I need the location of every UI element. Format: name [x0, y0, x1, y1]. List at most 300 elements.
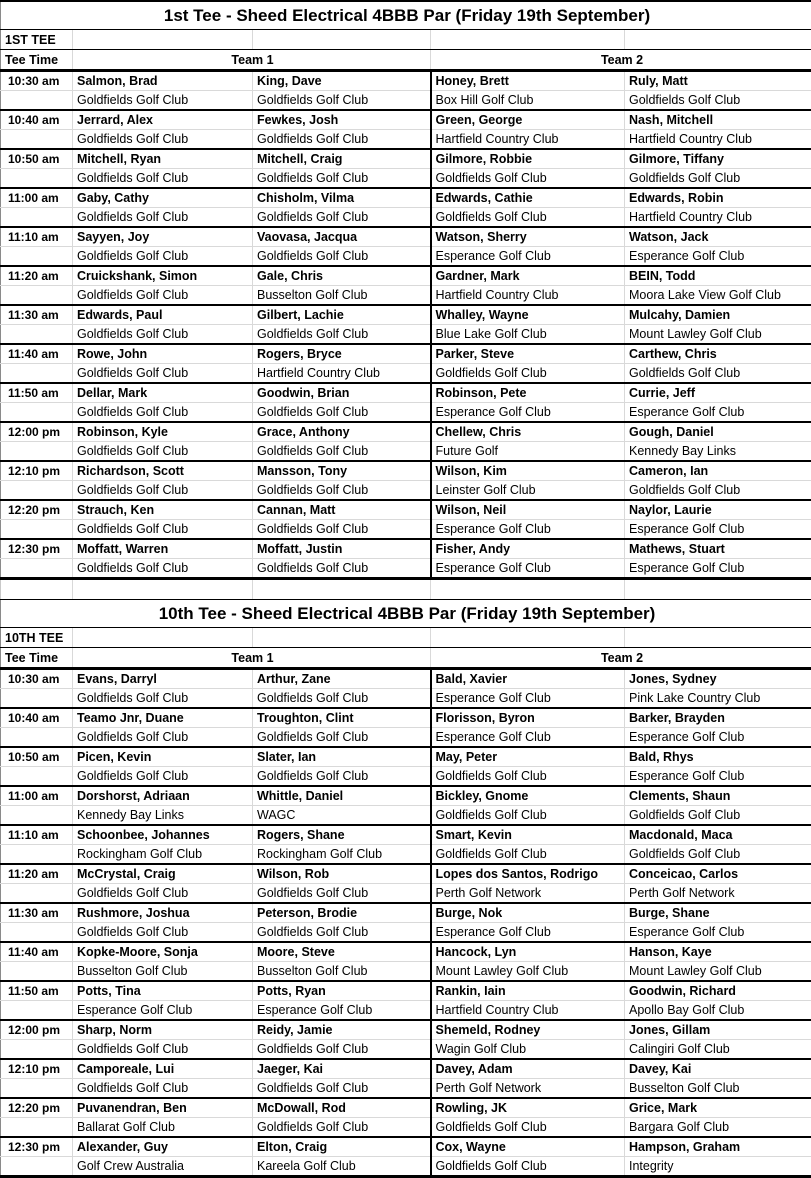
player-name-cell: Barker, Brayden	[625, 708, 811, 728]
tenth-tee-table	[0, 599, 811, 1178]
empty-time-cell	[1, 520, 73, 540]
club-cell: Esperance Golf Club	[625, 520, 811, 540]
club-cell: Esperance Golf Club	[73, 1001, 253, 1021]
spacer-row	[0, 580, 811, 599]
club-cell: Rockingham Golf Club	[73, 845, 253, 865]
player-name-cell: Robinson, Kyle	[73, 422, 253, 442]
club-cell: Goldfields Golf Club	[73, 442, 253, 462]
club-cell: Goldfields Golf Club	[253, 403, 431, 423]
player-name-cell: Elton, Craig	[253, 1137, 431, 1157]
empty-time-cell	[1, 247, 73, 267]
tee-group-clubs-row	[1, 91, 811, 111]
tee-group-names-row	[1, 461, 811, 481]
player-name-cell: Currie, Jeff	[625, 383, 811, 403]
tee-group-clubs-row	[1, 520, 811, 540]
tee-group-clubs-row	[1, 1040, 811, 1060]
tee-time-cell: 12:30 pm	[1, 1137, 73, 1157]
player-name-cell: Rogers, Bryce	[253, 344, 431, 364]
tee-group-names-row	[1, 149, 811, 169]
club-cell: Esperance Golf Club	[625, 559, 811, 579]
tee-time-cell: 12:10 pm	[1, 1059, 73, 1079]
club-cell: Perth Golf Network	[431, 884, 625, 904]
tee-group-names-row	[1, 1137, 811, 1157]
tee-group-names-row	[1, 188, 811, 208]
player-name-cell: Burge, Nok	[431, 903, 625, 923]
club-cell: Goldfields Golf Club	[253, 728, 431, 748]
player-name-cell: Smart, Kevin	[431, 825, 625, 845]
tee-group-names-row	[1, 383, 811, 403]
player-name-cell: Fisher, Andy	[431, 539, 625, 559]
tee-group-names-row	[1, 1059, 811, 1079]
club-cell: Goldfields Golf Club	[625, 91, 811, 111]
player-name-cell: McCrystal, Craig	[73, 864, 253, 884]
club-cell: Goldfields Golf Club	[73, 91, 253, 111]
tee-group-names-row	[1, 747, 811, 767]
empty-time-cell	[1, 481, 73, 501]
player-name-cell: Nash, Mitchell	[625, 110, 811, 130]
club-cell: Pink Lake Country Club	[625, 689, 811, 709]
player-name-cell: Shemeld, Rodney	[431, 1020, 625, 1040]
club-cell: Goldfields Golf Club	[253, 520, 431, 540]
club-cell: WAGC	[253, 806, 431, 826]
player-name-cell: Strauch, Ken	[73, 500, 253, 520]
empty-cell	[625, 30, 811, 50]
first-tee-label-row	[1, 30, 811, 50]
empty-time-cell	[1, 923, 73, 943]
club-cell: Esperance Golf Club	[431, 559, 625, 579]
club-cell: Future Golf	[431, 442, 625, 462]
club-cell: Goldfields Golf Club	[431, 767, 625, 787]
tee-group-clubs-row	[1, 325, 811, 345]
tee-group-names-row	[1, 708, 811, 728]
club-cell: Hartfield Country Club	[625, 130, 811, 150]
player-name-cell: Mathews, Stuart	[625, 539, 811, 559]
club-cell: Goldfields Golf Club	[253, 442, 431, 462]
player-name-cell: McDowall, Rod	[253, 1098, 431, 1118]
player-name-cell: Rowe, John	[73, 344, 253, 364]
player-name-cell: Puvanendran, Ben	[73, 1098, 253, 1118]
player-name-cell: Slater, Ian	[253, 747, 431, 767]
club-cell: Hartfield Country Club	[431, 286, 625, 306]
col-header-team2: Team 2	[431, 648, 811, 669]
player-name-cell: Camporeale, Lui	[73, 1059, 253, 1079]
tee-time-cell: 11:20 am	[1, 864, 73, 884]
player-name-cell: May, Peter	[431, 747, 625, 767]
club-cell: Busselton Golf Club	[73, 962, 253, 982]
club-cell: Goldfields Golf Club	[253, 91, 431, 111]
empty-time-cell	[1, 286, 73, 306]
player-name-cell: Evans, Darryl	[73, 669, 253, 689]
tee-time-cell: 11:10 am	[1, 825, 73, 845]
player-name-cell: Watson, Sherry	[431, 227, 625, 247]
tee-time-cell: 11:30 am	[1, 903, 73, 923]
player-name-cell: Gilbert, Lachie	[253, 305, 431, 325]
tee-time-cell: 10:50 am	[1, 149, 73, 169]
tee-time-cell: 11:30 am	[1, 305, 73, 325]
tee-group-clubs-row	[1, 169, 811, 189]
club-cell: Esperance Golf Club	[625, 247, 811, 267]
first-tee-header-row	[1, 50, 811, 71]
player-name-cell: Cameron, Ian	[625, 461, 811, 481]
club-cell: Goldfields Golf Club	[431, 1157, 625, 1177]
tee-group-names-row	[1, 981, 811, 1001]
player-name-cell: Bald, Xavier	[431, 669, 625, 689]
player-name-cell: Mulcahy, Damien	[625, 305, 811, 325]
tee-group-names-row	[1, 786, 811, 806]
player-name-cell: Gardner, Mark	[431, 266, 625, 286]
player-name-cell: Grace, Anthony	[253, 422, 431, 442]
empty-cell	[431, 580, 625, 599]
club-cell: Goldfields Golf Club	[431, 169, 625, 189]
empty-time-cell	[1, 1079, 73, 1099]
empty-cell	[253, 30, 431, 50]
player-name-cell: Bickley, Gnome	[431, 786, 625, 806]
player-name-cell: Wilson, Neil	[431, 500, 625, 520]
player-name-cell: Potts, Ryan	[253, 981, 431, 1001]
player-name-cell: Edwards, Cathie	[431, 188, 625, 208]
first-tee-title-row	[1, 1, 811, 30]
player-name-cell: Jaeger, Kai	[253, 1059, 431, 1079]
club-cell: Hartfield Country Club	[431, 1001, 625, 1021]
club-cell: Box Hill Golf Club	[431, 91, 625, 111]
player-name-cell: Grice, Mark	[625, 1098, 811, 1118]
tee-group-names-row	[1, 110, 811, 130]
tee-time-cell: 11:40 am	[1, 942, 73, 962]
club-cell: Esperance Golf Club	[431, 689, 625, 709]
player-name-cell: Cox, Wayne	[431, 1137, 625, 1157]
tee-group-clubs-row	[1, 1001, 811, 1021]
club-cell: Goldfields Golf Club	[253, 1040, 431, 1060]
tee-group-clubs-row	[1, 1118, 811, 1138]
player-name-cell: Rogers, Shane	[253, 825, 431, 845]
player-name-cell: Ruly, Matt	[625, 71, 811, 91]
player-name-cell: Reidy, Jamie	[253, 1020, 431, 1040]
tenth-tee-title: 10th Tee - Sheed Electrical 4BBB Par (Friday 19th September)	[1, 600, 811, 628]
club-cell: Goldfields Golf Club	[73, 884, 253, 904]
player-name-cell: Dorshorst, Adriaan	[73, 786, 253, 806]
empty-time-cell	[1, 806, 73, 826]
club-cell: Goldfields Golf Club	[431, 806, 625, 826]
club-cell: Goldfields Golf Club	[253, 1118, 431, 1138]
club-cell: Goldfields Golf Club	[73, 247, 253, 267]
club-cell: Esperance Golf Club	[431, 403, 625, 423]
player-name-cell: Rowling, JK	[431, 1098, 625, 1118]
club-cell: Goldfields Golf Club	[625, 481, 811, 501]
club-cell: Goldfields Golf Club	[625, 364, 811, 384]
tee-time-cell: 12:00 pm	[1, 1020, 73, 1040]
tee-group-clubs-row	[1, 364, 811, 384]
club-cell: Esperance Golf Club	[625, 923, 811, 943]
tee-group-clubs-row	[1, 403, 811, 423]
tee-time-cell: 12:20 pm	[1, 500, 73, 520]
tenth-tee-label: 10TH TEE	[1, 628, 73, 648]
first-tee-table	[0, 0, 811, 580]
club-cell: Rockingham Golf Club	[253, 845, 431, 865]
empty-time-cell	[1, 1001, 73, 1021]
player-name-cell: Hancock, Lyn	[431, 942, 625, 962]
player-name-cell: Moffatt, Warren	[73, 539, 253, 559]
empty-time-cell	[1, 767, 73, 787]
player-name-cell: Watson, Jack	[625, 227, 811, 247]
empty-cell	[625, 580, 811, 599]
player-name-cell: Whalley, Wayne	[431, 305, 625, 325]
club-cell: Goldfields Golf Club	[73, 286, 253, 306]
tee-group-names-row	[1, 227, 811, 247]
club-cell: Goldfields Golf Club	[73, 364, 253, 384]
club-cell: Goldfields Golf Club	[73, 403, 253, 423]
empty-cell	[253, 580, 431, 599]
club-cell: Esperance Golf Club	[431, 728, 625, 748]
col-header-tee-time: Tee Time	[1, 50, 73, 71]
club-cell: Integrity	[625, 1157, 811, 1177]
club-cell: Goldfields Golf Club	[73, 923, 253, 943]
player-name-cell: Jones, Gillam	[625, 1020, 811, 1040]
club-cell: Kennedy Bay Links	[625, 442, 811, 462]
empty-cell	[625, 628, 811, 648]
player-name-cell: Mansson, Tony	[253, 461, 431, 481]
player-name-cell: Edwards, Robin	[625, 188, 811, 208]
tee-time-cell: 11:10 am	[1, 227, 73, 247]
club-cell: Blue Lake Golf Club	[431, 325, 625, 345]
player-name-cell: Florisson, Byron	[431, 708, 625, 728]
player-name-cell: Gilmore, Robbie	[431, 149, 625, 169]
tee-group-names-row	[1, 71, 811, 91]
player-name-cell: Goodwin, Brian	[253, 383, 431, 403]
club-cell: Esperance Golf Club	[431, 247, 625, 267]
tee-group-clubs-row	[1, 923, 811, 943]
club-cell: Goldfields Golf Club	[253, 884, 431, 904]
tee-group-clubs-row	[1, 208, 811, 228]
empty-cell	[73, 628, 253, 648]
player-name-cell: Parker, Steve	[431, 344, 625, 364]
player-name-cell: Edwards, Paul	[73, 305, 253, 325]
tee-time-cell: 10:50 am	[1, 747, 73, 767]
empty-time-cell	[1, 559, 73, 579]
empty-time-cell	[1, 845, 73, 865]
player-name-cell: Naylor, Laurie	[625, 500, 811, 520]
first-tee-title: 1st Tee - Sheed Electrical 4BBB Par (Friday 19th September)	[1, 1, 811, 30]
player-name-cell: Rushmore, Joshua	[73, 903, 253, 923]
player-name-cell: Salmon, Brad	[73, 71, 253, 91]
col-header-team1: Team 1	[73, 50, 431, 71]
tee-time-cell: 11:00 am	[1, 188, 73, 208]
club-cell: Mount Lawley Golf Club	[625, 325, 811, 345]
club-cell: Goldfields Golf Club	[73, 767, 253, 787]
empty-time-cell	[1, 130, 73, 150]
empty-time-cell	[1, 364, 73, 384]
empty-cell	[1, 580, 73, 599]
club-cell: Mount Lawley Golf Club	[625, 962, 811, 982]
club-cell: Goldfields Golf Club	[253, 767, 431, 787]
club-cell: Goldfields Golf Club	[431, 845, 625, 865]
player-name-cell: Kopke-Moore, Sonja	[73, 942, 253, 962]
player-name-cell: Arthur, Zane	[253, 669, 431, 689]
tee-group-clubs-row	[1, 884, 811, 904]
club-cell: Goldfields Golf Club	[625, 806, 811, 826]
tee-time-cell: 11:20 am	[1, 266, 73, 286]
tee-group-clubs-row	[1, 767, 811, 787]
club-cell: Ballarat Golf Club	[73, 1118, 253, 1138]
empty-time-cell	[1, 1157, 73, 1177]
tee-time-cell: 10:40 am	[1, 708, 73, 728]
player-name-cell: King, Dave	[253, 71, 431, 91]
tee-group-clubs-row	[1, 1079, 811, 1099]
club-cell: Goldfields Golf Club	[253, 130, 431, 150]
club-cell: Goldfields Golf Club	[253, 481, 431, 501]
club-cell: Leinster Golf Club	[431, 481, 625, 501]
tee-group-clubs-row	[1, 442, 811, 462]
club-cell: Hartfield Country Club	[253, 364, 431, 384]
player-name-cell: Hanson, Kaye	[625, 942, 811, 962]
player-name-cell: Clements, Shaun	[625, 786, 811, 806]
tee-group-clubs-row	[1, 806, 811, 826]
player-name-cell: BEIN, Todd	[625, 266, 811, 286]
player-name-cell: Troughton, Clint	[253, 708, 431, 728]
tee-group-names-row	[1, 500, 811, 520]
club-cell: Goldfields Golf Club	[431, 1118, 625, 1138]
player-name-cell: Conceicao, Carlos	[625, 864, 811, 884]
tee-group-clubs-row	[1, 1157, 811, 1177]
tenth-tee-label-row	[1, 628, 811, 648]
empty-cell	[253, 628, 431, 648]
tee-time-cell: 12:00 pm	[1, 422, 73, 442]
empty-time-cell	[1, 169, 73, 189]
tee-group-names-row	[1, 266, 811, 286]
first-tee-body	[1, 71, 811, 579]
club-cell: Busselton Golf Club	[625, 1079, 811, 1099]
club-cell: Bargara Golf Club	[625, 1118, 811, 1138]
club-cell: Esperance Golf Club	[431, 923, 625, 943]
club-cell: Goldfields Golf Club	[73, 1040, 253, 1060]
player-name-cell: Carthew, Chris	[625, 344, 811, 364]
club-cell: Kennedy Bay Links	[73, 806, 253, 826]
club-cell: Goldfields Golf Club	[73, 169, 253, 189]
tee-group-names-row	[1, 864, 811, 884]
player-name-cell: Schoonbee, Johannes	[73, 825, 253, 845]
club-cell: Golf Crew Australia	[73, 1157, 253, 1177]
club-cell: Goldfields Golf Club	[253, 559, 431, 579]
club-cell: Mount Lawley Golf Club	[431, 962, 625, 982]
col-header-team2: Team 2	[431, 50, 811, 71]
club-cell: Busselton Golf Club	[253, 286, 431, 306]
player-name-cell: Chellew, Chris	[431, 422, 625, 442]
club-cell: Goldfields Golf Club	[73, 481, 253, 501]
club-cell: Goldfields Golf Club	[253, 1079, 431, 1099]
empty-time-cell	[1, 1040, 73, 1060]
tee-time-cell: 12:30 pm	[1, 539, 73, 559]
player-name-cell: Sharp, Norm	[73, 1020, 253, 1040]
tee-group-clubs-row	[1, 286, 811, 306]
tee-time-cell: 11:50 am	[1, 383, 73, 403]
empty-cell	[431, 30, 625, 50]
tee-group-names-row	[1, 422, 811, 442]
club-cell: Goldfields Golf Club	[253, 169, 431, 189]
player-name-cell: Jerrard, Alex	[73, 110, 253, 130]
player-name-cell: Robinson, Pete	[431, 383, 625, 403]
club-cell: Goldfields Golf Club	[73, 208, 253, 228]
empty-time-cell	[1, 689, 73, 709]
empty-time-cell	[1, 728, 73, 748]
player-name-cell: Peterson, Brodie	[253, 903, 431, 923]
player-name-cell: Alexander, Guy	[73, 1137, 253, 1157]
tee-time-cell: 11:00 am	[1, 786, 73, 806]
player-name-cell: Cannan, Matt	[253, 500, 431, 520]
tee-time-cell: 10:30 am	[1, 71, 73, 91]
club-cell: Hartfield Country Club	[625, 208, 811, 228]
player-name-cell: Vaovasa, Jacqua	[253, 227, 431, 247]
club-cell: Goldfields Golf Club	[73, 325, 253, 345]
player-name-cell: Cruickshank, Simon	[73, 266, 253, 286]
player-name-cell: Lopes dos Santos, Rodrigo	[431, 864, 625, 884]
tee-group-names-row	[1, 539, 811, 559]
tee-time-cell: 12:10 pm	[1, 461, 73, 481]
player-name-cell: Green, George	[431, 110, 625, 130]
empty-time-cell	[1, 403, 73, 423]
player-name-cell: Mitchell, Ryan	[73, 149, 253, 169]
club-cell: Goldfields Golf Club	[431, 364, 625, 384]
player-name-cell: Sayyen, Joy	[73, 227, 253, 247]
player-name-cell: Jones, Sydney	[625, 669, 811, 689]
tee-group-names-row	[1, 903, 811, 923]
player-name-cell: Honey, Brett	[431, 71, 625, 91]
tee-time-cell: 10:30 am	[1, 669, 73, 689]
club-cell: Goldfields Golf Club	[73, 1079, 253, 1099]
club-cell: Moora Lake View Golf Club	[625, 286, 811, 306]
tee-group-clubs-row	[1, 559, 811, 579]
player-name-cell: Davey, Kai	[625, 1059, 811, 1079]
club-cell: Goldfields Golf Club	[625, 845, 811, 865]
player-name-cell: Mitchell, Craig	[253, 149, 431, 169]
club-cell: Perth Golf Network	[625, 884, 811, 904]
player-name-cell: Burge, Shane	[625, 903, 811, 923]
club-cell: Goldfields Golf Club	[73, 130, 253, 150]
club-cell: Goldfields Golf Club	[253, 923, 431, 943]
player-name-cell: Gough, Daniel	[625, 422, 811, 442]
tee-group-clubs-row	[1, 689, 811, 709]
tee-time-cell: 10:40 am	[1, 110, 73, 130]
empty-time-cell	[1, 442, 73, 462]
player-name-cell: Wilson, Kim	[431, 461, 625, 481]
tee-group-clubs-row	[1, 962, 811, 982]
club-cell: Goldfields Golf Club	[253, 689, 431, 709]
tenth-tee-header-row	[1, 648, 811, 669]
player-name-cell: Gale, Chris	[253, 266, 431, 286]
tee-group-clubs-row	[1, 130, 811, 150]
club-cell: Hartfield Country Club	[431, 130, 625, 150]
player-name-cell: Goodwin, Richard	[625, 981, 811, 1001]
club-cell: Goldfields Golf Club	[73, 728, 253, 748]
club-cell: Esperance Golf Club	[625, 767, 811, 787]
player-name-cell: Richardson, Scott	[73, 461, 253, 481]
club-cell: Calingiri Golf Club	[625, 1040, 811, 1060]
player-name-cell: Macdonald, Maca	[625, 825, 811, 845]
empty-cell	[73, 30, 253, 50]
club-cell: Apollo Bay Golf Club	[625, 1001, 811, 1021]
player-name-cell: Chisholm, Vilma	[253, 188, 431, 208]
club-cell: Esperance Golf Club	[253, 1001, 431, 1021]
club-cell: Perth Golf Network	[431, 1079, 625, 1099]
first-tee-label: 1ST TEE	[1, 30, 73, 50]
club-cell: Goldfields Golf Club	[73, 689, 253, 709]
club-cell: Goldfields Golf Club	[431, 208, 625, 228]
tee-group-clubs-row	[1, 247, 811, 267]
player-name-cell: Picen, Kevin	[73, 747, 253, 767]
tee-group-names-row	[1, 942, 811, 962]
club-cell: Esperance Golf Club	[625, 403, 811, 423]
club-cell: Esperance Golf Club	[625, 728, 811, 748]
club-cell: Goldfields Golf Club	[253, 208, 431, 228]
club-cell: Busselton Golf Club	[253, 962, 431, 982]
